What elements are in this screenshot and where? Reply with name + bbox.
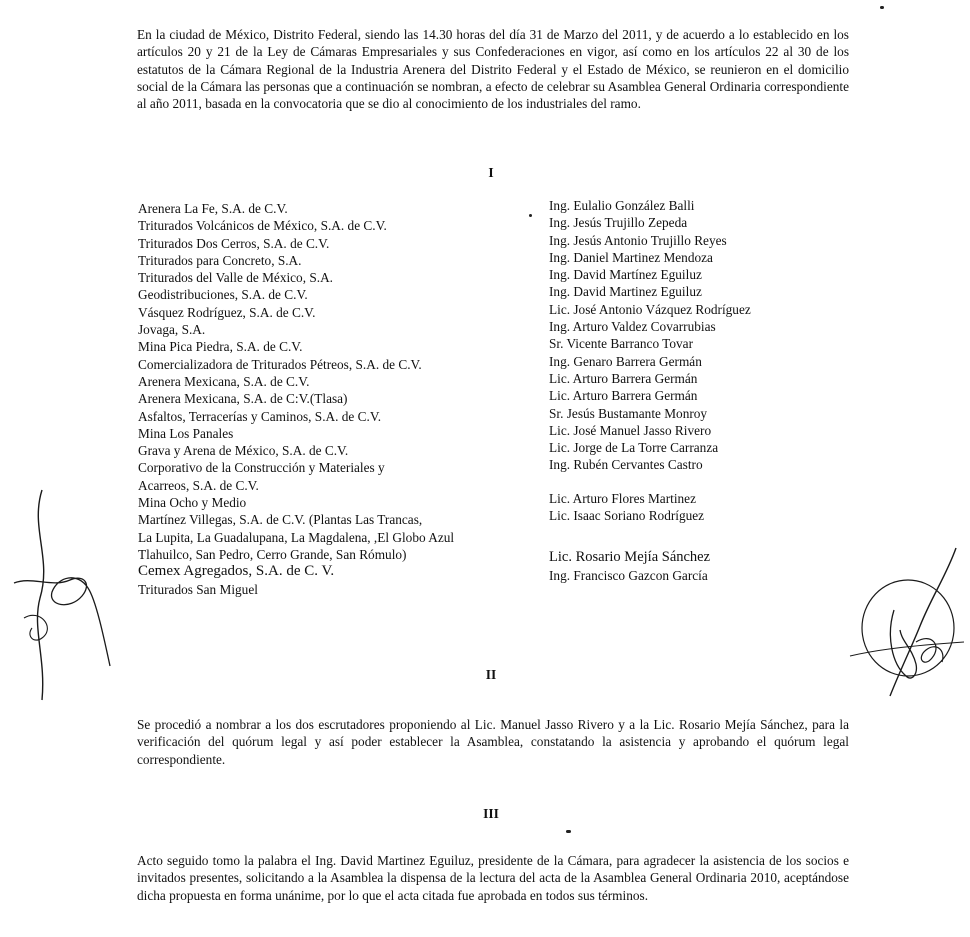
company-item: Mina Pica Piedra, S.A. de C.V. <box>138 339 303 355</box>
section-two-paragraph: Se procedió a nombrar a los dos escrutadores proponiendo al Lic. Manuel Jasso Rivero y a la Lic. Rosario Mejía Sánchez, para la verificación del quórum legal y así poder establecer la Asamblea, constatando la asistencia y aprobando el quórum legal correspondiente. <box>137 717 849 767</box>
company-item: Acarreos, S.A. de C.V. <box>138 477 259 493</box>
company-item: Jovaga, S.A. <box>138 322 206 338</box>
attendee-item: Ing. David Martinez Eguiluz <box>549 284 702 300</box>
ink-mark <box>880 6 884 9</box>
attendee-item: Ing. Jesús Trujillo Zepeda <box>549 215 688 231</box>
attendee-item: Lic. José Antonio Vázquez Rodríguez <box>549 301 751 317</box>
company-item: Triturados Dos Cerros, S.A. de C.V. <box>138 235 330 251</box>
attendee-item: Ing. Francisco Gazcon García <box>549 567 708 583</box>
section-heading-two: II <box>485 667 497 682</box>
attendee-item: Lic. Jorge de La Torre Carranza <box>549 440 719 456</box>
company-item: Triturados para Concreto, S.A. <box>138 252 302 268</box>
attendee-item: Lic. Arturo Flores Martinez <box>549 490 696 506</box>
attendee-item: Ing. Daniel Martinez Mendoza <box>549 249 713 265</box>
company-item: Grava y Arena de México, S.A. de C.V. <box>138 443 349 459</box>
company-item: Arenera La Fe, S.A. de C.V. <box>138 201 288 216</box>
company-item: Mina Ocho y Medio <box>138 495 247 511</box>
company-item: Comercializadora de Triturados Pétreos, S.A. de C.V. <box>138 356 422 372</box>
signature-right <box>846 546 966 716</box>
attendee-item: Ing. Arturo Valdez Covarrubias <box>549 319 716 335</box>
company-item: Arenera Mexicana, S.A. de C.V. <box>138 373 310 389</box>
company-item: Corporativo de la Construcción y Materiales y <box>138 460 385 476</box>
attendee-item: Ing. David Martínez Eguiluz <box>549 267 702 283</box>
company-item: Triturados San Miguel <box>138 581 258 597</box>
company-item: Triturados Volcánicos de México, S.A. de C.V. <box>138 218 387 234</box>
company-item: Mina Los Panales <box>138 425 234 441</box>
section-heading-one: I <box>488 165 494 180</box>
company-list <box>138 200 454 598</box>
intro-paragraph: En la ciudad de México, Distrito Federal, siendo las 14.30 horas del día 31 de Marzo del 2011, y de acuerdo a lo establecido en los artículos 20 y 21 de la Ley de Cámaras Empresariales y sus Confederaciones en vigor, así como en los artículos 22 al 30 de los estatutos de la Cámara Regional de la Industria Arenera del Distrito Federal y el Estado de México, se reunieron en el domicilio social de la Cámara las personas que a continuación se nombran, a efecto de celebrar su Asamblea General Ordinaria correspondiente al año 2011, basada en la convocatoria que se dio al conocimiento de los industriales del ramo. <box>137 27 849 112</box>
company-item: La Lupita, La Guadalupana, La Magdalena, ,El Globo Azul <box>138 529 455 545</box>
attendee-item: Sr. Jesús Bustamante Monroy <box>549 405 708 421</box>
company-item: Tlahuilco, San Pedro, Cerro Grande, San Rómulo) <box>138 546 407 562</box>
company-item: Triturados del Valle de México, S.A. <box>138 270 334 286</box>
company-item: Arenera Mexicana, S.A. de C:V.(Tlasa) <box>138 391 348 407</box>
attendee-item: Lic. Arturo Barrera Germán <box>549 388 698 404</box>
company-item: Asfaltos, Terracerías y Caminos, S.A. de C.V. <box>138 408 382 424</box>
attendee-item: Ing. Genaro Barrera Germán <box>549 353 702 369</box>
attendee-item: Ing. Rubén Cervantes Castro <box>549 457 703 473</box>
attendee-list <box>549 197 751 584</box>
section-heading-three: III <box>483 806 499 821</box>
company-item: Vásquez Rodríguez, S.A. de C.V. <box>138 304 316 320</box>
company-item: Cemex Agregados, S.A. de C. V. <box>138 563 335 580</box>
attendee-item: Lic. Arturo Barrera Germán <box>549 370 698 386</box>
attendee-item: Ing. Eulalio González Balli <box>549 198 695 213</box>
attendee-item: Sr. Vicente Barranco Tovar <box>549 336 693 352</box>
attendee-item: Ing. Jesús Antonio Trujillo Reyes <box>549 232 727 248</box>
attendee-item: Lic. José Manuel Jasso Rivero <box>549 422 712 438</box>
attendee-item: Lic. Rosario Mejía Sánchez <box>549 549 711 566</box>
ink-mark <box>529 214 532 217</box>
attendee-item: Lic. Isaac Soriano Rodríguez <box>549 508 705 524</box>
company-item: Geodistribuciones, S.A. de C.V. <box>138 287 308 303</box>
section-three-paragraph: Acto seguido tomo la palabra el Ing. David Martinez Eguiluz, presidente de la Cámara, para agradecer la asistencia de los socios e invitados presentes, solicitando a la Asamblea la dispensa de la lectura del acta de la Asamblea General Ordinaria 2010, aceptándose dicha propuesta en forma unánime, por lo que el acta citada fue aprobada en todos sus términos. <box>137 853 849 903</box>
ink-mark <box>566 830 571 833</box>
company-item: Martínez Villegas, S.A. de C.V. (Plantas Las Trancas, <box>138 512 423 528</box>
